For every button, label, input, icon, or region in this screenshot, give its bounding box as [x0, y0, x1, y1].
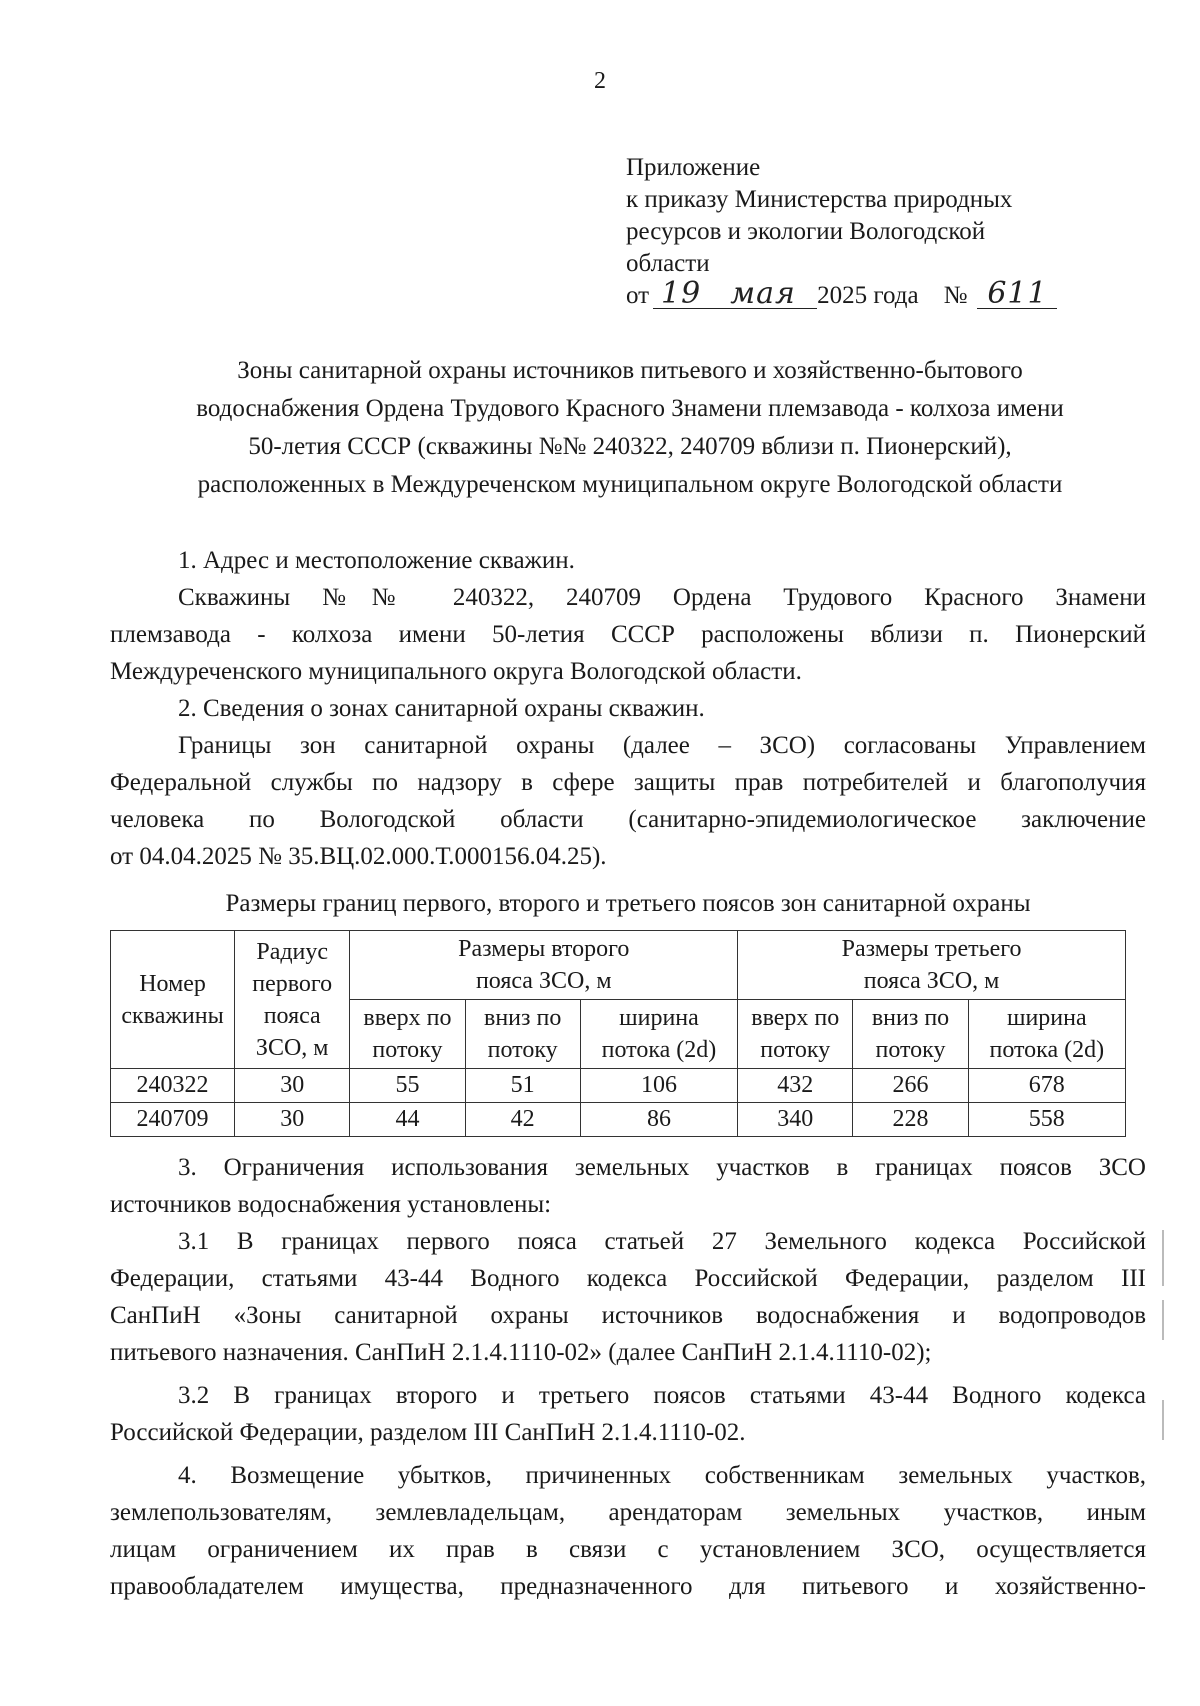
section-3-1-text: 3.1 В границах первого пояса статьей 27 Земельного кодекса Российской Федерации, статьями 43-44 Водного кодекса Российской Федерации, разделом III СанПиН «Зоны санитарной охраны источников водоснабжения и водопроводов питьевого назначения. СанПиН 2.1.4.1110-02» (далее СанПиН 2.1.4.1110-02); — [110, 1228, 1146, 1366]
section-2-heading: 2. Сведения о зонах санитарной охраны скважин. — [178, 695, 705, 722]
appendix-line: к приказу Министерства природных — [626, 186, 1013, 213]
date-year: 2025 года — [817, 282, 919, 309]
appendix-line: Приложение — [626, 154, 761, 181]
appendix-line: ресурсов и экологии Вологодской — [626, 218, 986, 245]
cell-value: 228 — [853, 1103, 968, 1137]
section-4-text: 4. Возмещение убытков, причиненных собственникам земельных участков, землепользователям, землевладельцам, арендаторам земельных участков, иным лицам ограничением их прав в связи с установлением ЗСО, осуществляется правообладателем имущества, предназначенного для питьевого и хозяйственно- — [110, 1462, 1146, 1600]
section-2-text: Границы зон санитарной охраны (далее – ЗСО) согласованы Управлением Федеральной службы по надзору в сфере защиты прав потребителей и благополучия человека по Вологодской области (санитарно-эпидемиологическое заключение от 04.04.2025 № 35.ВЦ.02.000.Т.000156.04.25). — [110, 732, 1146, 870]
header-second-downstream: вниз по потоку — [465, 1000, 580, 1069]
zso-dimensions-table — [110, 930, 1126, 1137]
header-third-downstream: вниз по потоку — [853, 1000, 968, 1069]
scan-edge-mark — [1162, 1300, 1164, 1340]
header-second-upstream: вверх по потоку — [350, 1000, 465, 1069]
header-second-belt: Размеры второго пояса ЗСО, м — [350, 931, 738, 1000]
date-prefix: от — [626, 282, 650, 309]
handwritten-month: мая — [709, 280, 817, 309]
section-1-text: Скважины №№ 240322, 240709 Ордена Трудового Красного Знамени племзавода - колхоза имени 50-летия СССР расположены вблизи п. Пионерский Междуреченского муниципального округа Вологодской области. — [110, 584, 1146, 685]
cell-value: 678 — [968, 1069, 1125, 1103]
scan-edge-mark — [1162, 1230, 1164, 1286]
cell-value: 266 — [853, 1069, 968, 1103]
cell-value: 44 — [350, 1103, 465, 1137]
title-line: Зоны санитарной охраны источников питьевого и хозяйственно-бытового — [237, 357, 1023, 384]
cell-radius: 30 — [235, 1103, 350, 1137]
cell-value: 432 — [738, 1069, 853, 1103]
appendix-block — [626, 152, 1106, 312]
header-third-width: ширина потока (2d) — [968, 1000, 1125, 1069]
cell-value: 55 — [350, 1069, 465, 1103]
number-sign: № — [943, 282, 968, 309]
header-second-width: ширина потока (2d) — [580, 1000, 737, 1069]
handwritten-order-number: 611 — [977, 280, 1057, 309]
cell-value: 340 — [738, 1103, 853, 1137]
cell-value: 558 — [968, 1103, 1125, 1137]
document-body — [110, 542, 1146, 1605]
document-title — [110, 352, 1150, 504]
scan-edge-mark — [1162, 1400, 1164, 1440]
cell-value: 86 — [580, 1103, 737, 1137]
section-3-text: 3. Ограничения использования земельных участков в границах поясов ЗСО источников водоснабжения установлены: — [110, 1154, 1146, 1218]
order-date-line — [626, 276, 1106, 312]
cell-value: 106 — [580, 1069, 737, 1103]
table-caption: Размеры границ первого, второго и третьего поясов зон санитарной охраны — [225, 890, 1031, 917]
title-line: расположенных в Междуреченском муниципальном округе Вологодской области — [197, 471, 1063, 498]
cell-well-number: 240322 — [111, 1069, 235, 1103]
header-third-upstream: вверх по потоку — [738, 1000, 853, 1069]
title-line: водоснабжения Ордена Трудового Красного Знамени племзавода - колхоза имени — [196, 395, 1064, 422]
table-row — [111, 1103, 1126, 1137]
appendix-line: области — [626, 250, 710, 277]
handwritten-day: 19 — [653, 280, 709, 309]
section-1-heading: 1. Адрес и местоположение скважин. — [178, 547, 575, 574]
table-row — [111, 1069, 1126, 1103]
header-third-belt: Размеры третьего пояса ЗСО, м — [738, 931, 1126, 1000]
section-3-2-text: 3.2 В границах второго и третьего поясов статьями 43-44 Водного кодекса Российской Федерации, разделом III СанПиН 2.1.4.1110-02. — [110, 1382, 1146, 1446]
cell-value: 51 — [465, 1069, 580, 1103]
header-well-number: Номер скважины — [111, 931, 235, 1069]
page-number: 2 — [594, 68, 606, 94]
cell-value: 42 — [465, 1103, 580, 1137]
title-line: 50-летия СССР (скважины №№ 240322, 240709 вблизи п. Пионерский), — [248, 433, 1012, 460]
header-radius-first-belt: Радиус первого пояса ЗСО, м — [235, 931, 350, 1069]
cell-well-number: 240709 — [111, 1103, 235, 1137]
cell-radius: 30 — [235, 1069, 350, 1103]
